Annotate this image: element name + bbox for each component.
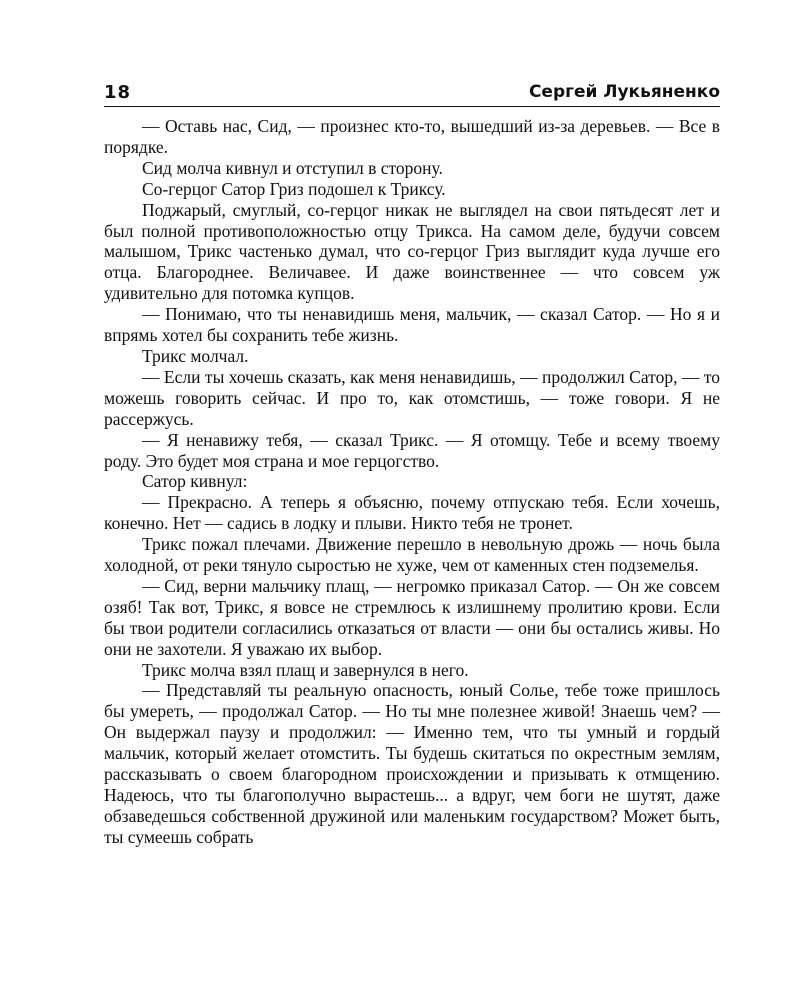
paragraph: — Представляй ты реальную опасность, юный Солье, тебе тоже пришлось бы умереть, — продолжал Сатор. — Но ты мне полезнее живой! Знаешь чем? — Он выдержал паузу и продолжил: — Именно тем, что ты умный и гордый мальчик, который желает отомстить. Ты будешь скитаться по окрестным землям, рассказывать о своем благородном происхождении и призывать к отмщению. Надеюсь, что ты благополучно вырастешь... а вдруг, чем боги не шутят, даже обзаведешься собственной дружиной или маленьким государством? Может быть, ты сумеешь собрать <box>104 680 720 847</box>
header-rule <box>104 106 720 107</box>
paragraph: Сид молча кивнул и отступил в сторону. <box>142 157 443 178</box>
paragraph: Трикс молчал. <box>142 345 249 366</box>
paragraph: — Если ты хочешь сказать, как меня ненавидишь, — продолжил Сатор, — то можешь говорить сейчас. И про то, как отомстишь, — тоже говори. Я не рассержусь. <box>104 366 720 429</box>
paragraph: Поджарый, смуглый, со-герцог никак не выглядел на свои пятьдесят лет и был полной противоположностью отцу Трикса. На самом деле, будучи совсем малышом, Трикс частенько думал, что со-герцог Гриз выглядит куда лучше его отца. Благороднее. Величавее. И даже воинственнее — что совсем уж удивительно для потомка купцов. <box>104 199 720 304</box>
paragraph: Трикс пожал плечами. Движение перешло в невольную дрожь — ночь была холодной, от реки тянуло сыростью не хуже, чем от каменных стен подземелья. <box>104 534 720 576</box>
paragraph: — Сид, верни мальчику плащ, — негромко приказал Сатор. — Он же совсем озяб! Так вот, Трикс, я вовсе не стремлюсь к излишнему пролитию крови. Если бы твои родители согласились отказаться от власти — они бы остались живы. Но они не захотели. Я уважаю их выбор. <box>104 575 720 659</box>
paragraph: — Оставь нас, Сид, — произнес кто-то, вышедший из-за деревьев. — Все в порядке. <box>104 116 720 157</box>
page-number: 18 <box>104 82 132 103</box>
running-title-author: Сергей Лукьяненко <box>528 82 720 102</box>
paragraph: Со-герцог Сатор Гриз подошел к Триксу. <box>142 178 446 199</box>
paragraph: — Прекрасно. А теперь я объясню, почему отпускаю тебя. Если хочешь, конечно. Нет — садись в лодку и плыви. Никто тебя не тронет. <box>104 492 720 534</box>
paragraph: — Понимаю, что ты ненавидишь меня, мальчик, — сказал Сатор. — Но я и впрямь хотел бы сохранить тебе жизнь. <box>104 304 720 346</box>
paragraph: — Я ненавижу тебя, — сказал Трикс. — Я отомщу. Тебе и всему твоему роду. Это будет моя страна и мое герцогство. <box>104 429 720 471</box>
body-text <box>104 116 720 848</box>
page-header <box>104 82 720 106</box>
paragraph: Трикс молча взял плащ и завернулся в него. <box>142 659 469 680</box>
paragraph: Сатор кивнул: <box>142 471 248 492</box>
